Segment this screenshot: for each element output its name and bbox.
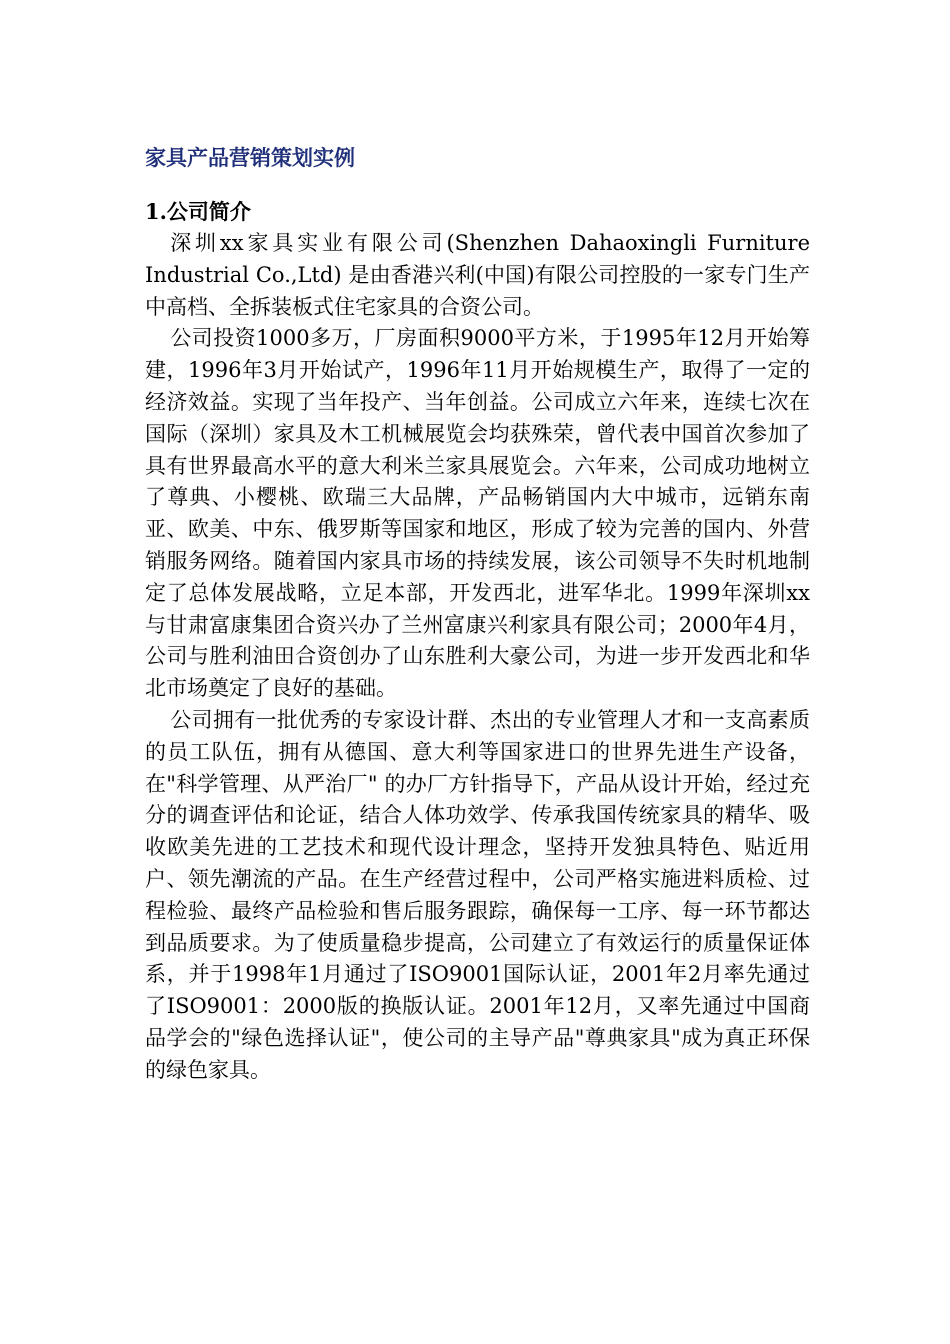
paragraph-quality: 公司拥有一批优秀的专家设计群、杰出的专业管理人才和一支高素质的员工队伍，拥有从德国、意大利等国家进口的世界先进生产设备，在"科学管理、从严治厂" 的办厂方针指导下，产品从设计开始，经过充分的调查评估和论证，结合人体功效学、传承我国传统家具的精华、吸收欧美先进的工艺技术和现代设计理念，坚持开发独具特色、贴近用户、领先潮流的产品。在生产经营过程中，公司严格实施进料质检、过程检验、最终产品检验和售后服务跟踪，确保每一工序、每一环节都达到品质要求。为了使质量稳步提高，公司建立了有效运行的质量保证体系，并于1998年1月通过了ISO9001国际认证，2001年2月率先通过了ISO9001：2000版的换版认证。2001年12月，又率先通过中国商品学会的"绿色选择认证"，使公司的主导产品"尊典家具"成为真正环保的绿色家具。 xyxy=(145,707,810,1082)
document-page xyxy=(145,142,810,1087)
document-title: 家具产品营销策划实例 xyxy=(145,145,355,170)
paragraph-history: 公司投资1000多万，厂房面积9000平方米，于1995年12月开始筹建，1996年3月开始试产，1996年11月开始规模生产，取得了一定的经济效益。实现了当年投产、当年创益。公司成立六年来，连续七次在国际（深圳）家具及木工机械展览会均获殊荣，曾代表中国首次参加了具有世界最高水平的意大利米兰家具展览会。六年来，公司成功地树立了尊典、小樱桃、欧瑞三大品牌，产品畅销国内大中城市，远销东南亚、欧美、中东、俄罗斯等国家和地区，形成了较为完善的国内、外营销服务网络。随着国内家具市场的持续发展，该公司领导不失时机地制定了总体发展战略，立足本部，开发西北，进军华北。1999年深圳xx与甘肃富康集团合资兴办了兰州富康兴利家具有限公司；2000年4月，公司与胜利油田合资创办了山东胜利大豪公司，为进一步开发西北和华北市场奠定了良好的基础。 xyxy=(145,326,810,701)
section-heading: 1.公司简介 xyxy=(145,199,251,224)
paragraph-intro: 深圳xx家具实业有限公司(Shenzhen Dahaoxingli Furniture Industrial Co.,Ltd) 是由香港兴利(中国)有限公司控股的一家专门生产中高档、全拆装板式住宅家具的合资公司。 xyxy=(145,231,810,319)
section-company-profile xyxy=(145,196,810,1087)
